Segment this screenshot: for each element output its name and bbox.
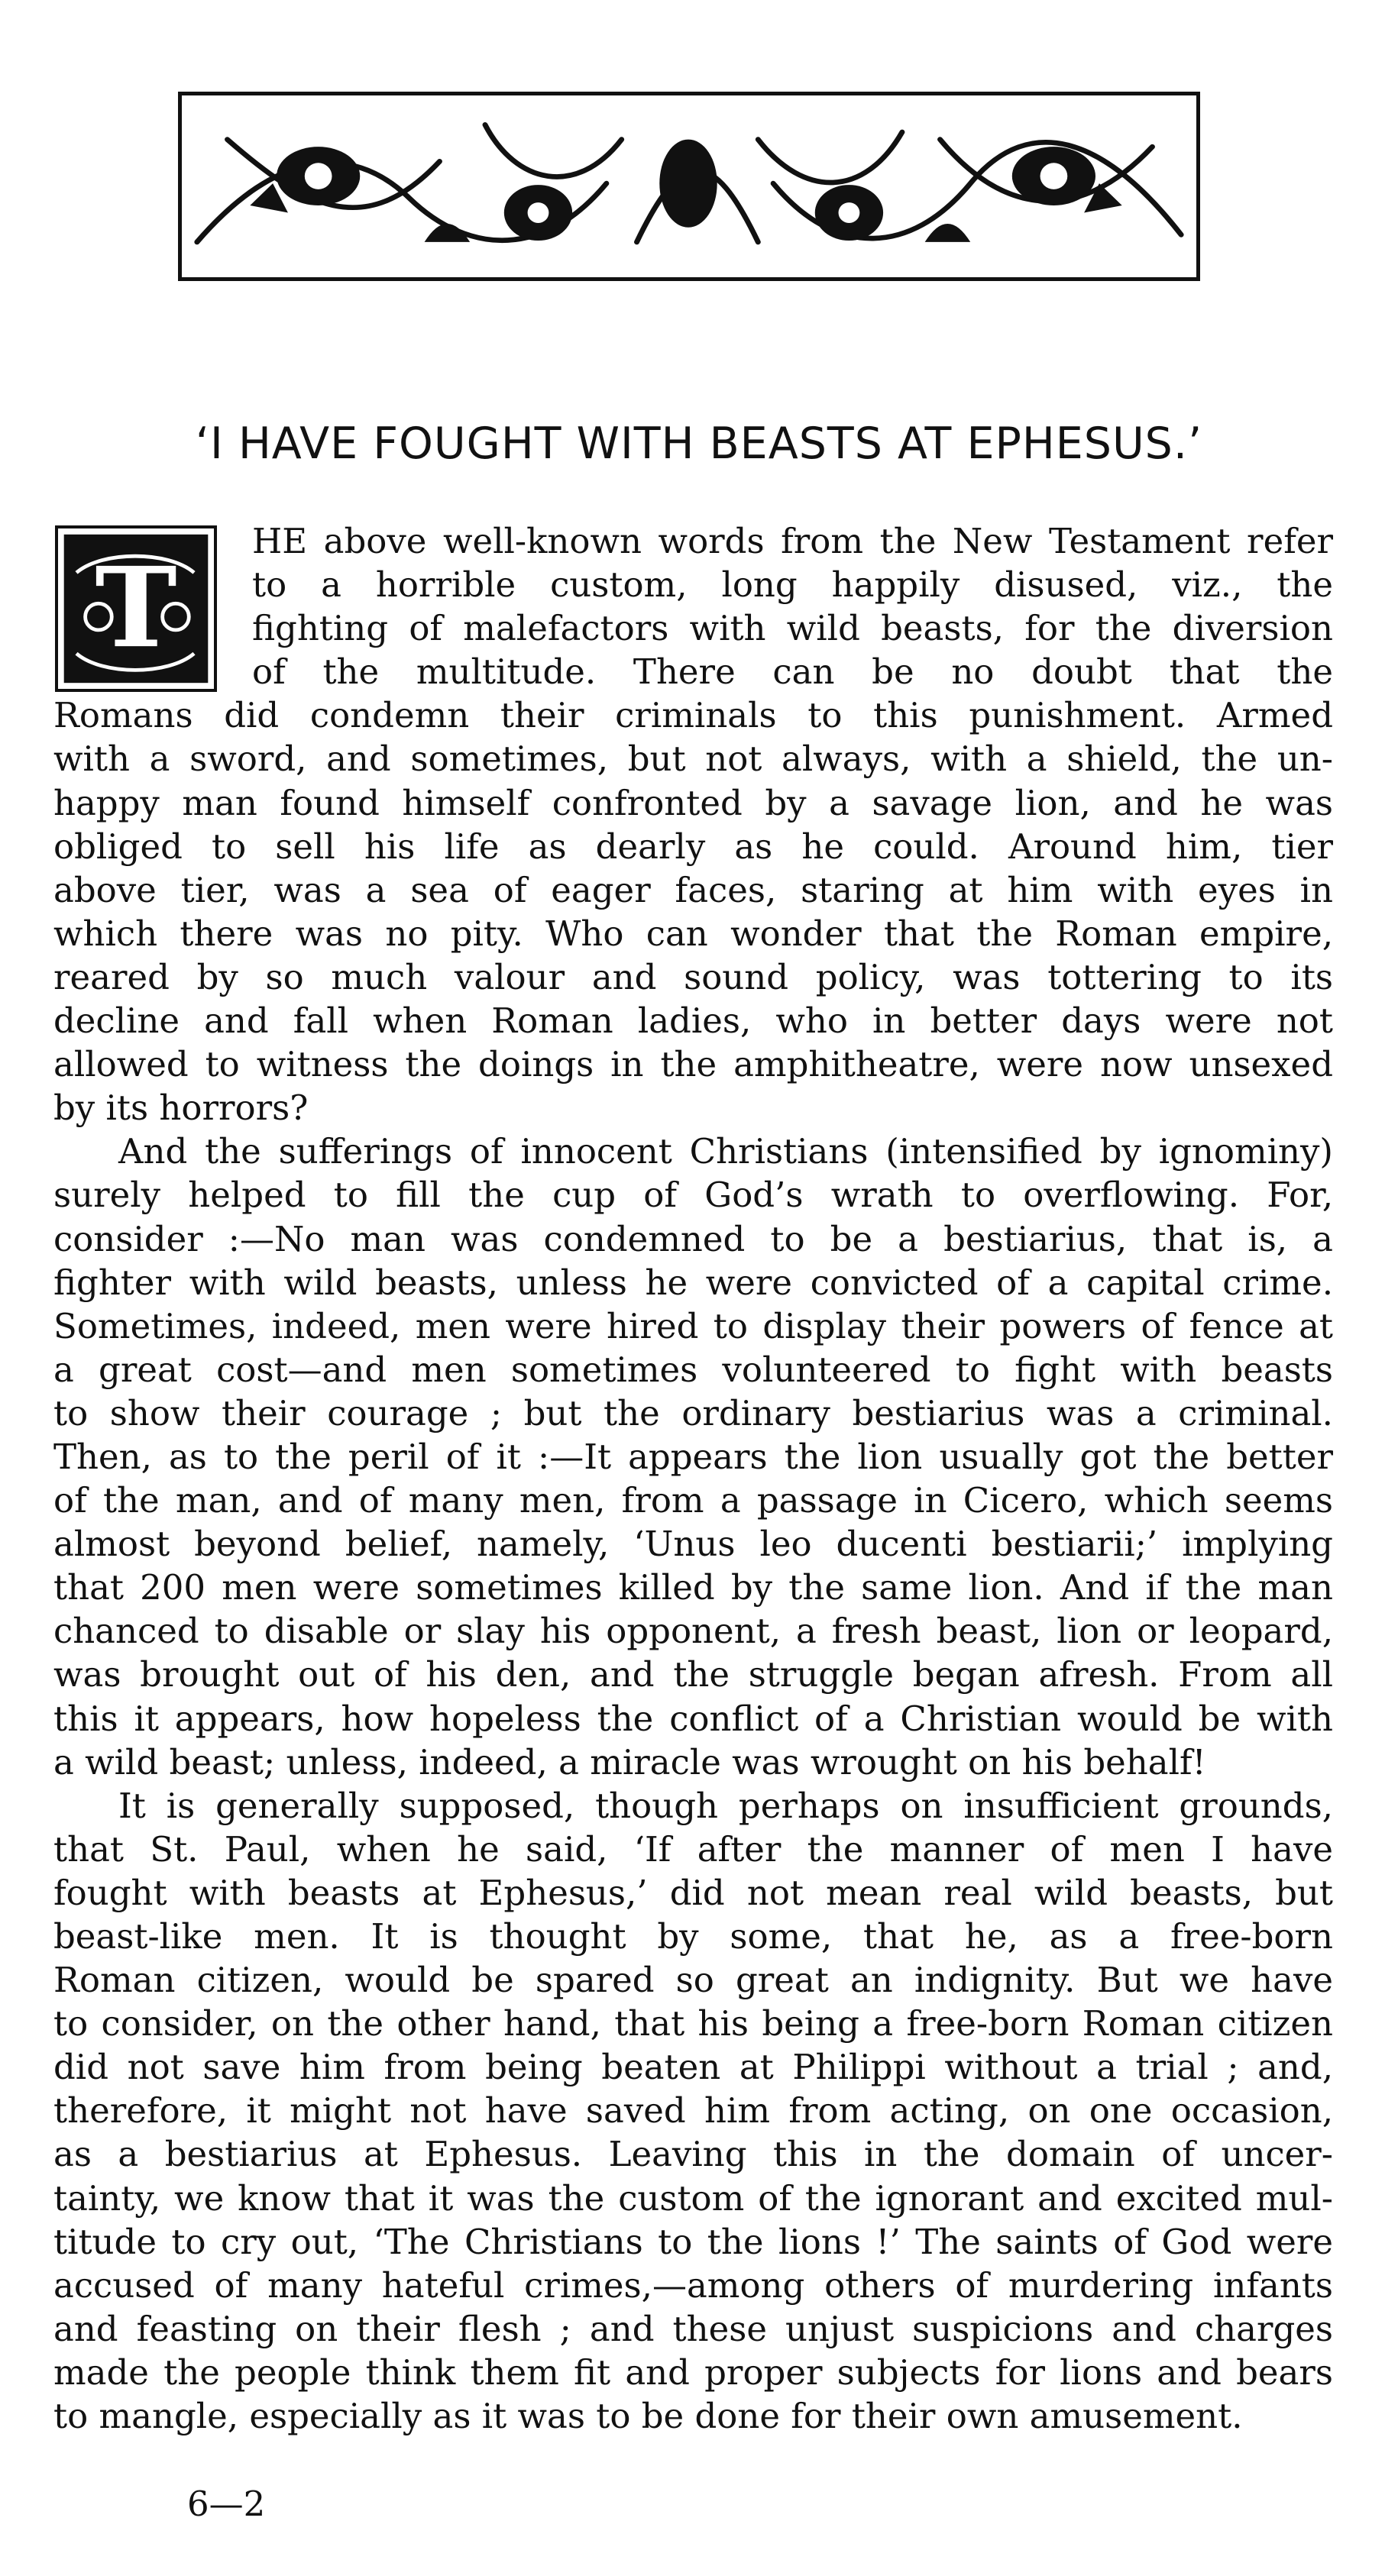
text-line: a great cost—and men sometimes volunteered to fight with beasts: [53, 1349, 1333, 1390]
text-line: fought with beasts at Ephesus,’ did not mean real wild beasts, but: [53, 1872, 1333, 1913]
text-line: Sometimes, indeed, men were hired to display their powers of fence at: [53, 1305, 1333, 1346]
text-line: fighting of malefactors with wild beasts, for the diversion: [252, 608, 1333, 649]
article-body: [53, 519, 1333, 2438]
text-line: obliged to sell his life as dearly as he could. Around him, tier: [53, 826, 1333, 867]
paragraph-3: [53, 1784, 1333, 2438]
text-line: to consider, on the other hand, that his being a free-born Roman citizen: [53, 2003, 1333, 2044]
text-line: therefore, it might not have saved him from acting, on one occasion,: [53, 2090, 1333, 2132]
text-line: to a horrible custom, long happily disused, viz., the: [252, 564, 1333, 606]
text-line: happy man found himself confronted by a savage lion, and he was: [53, 782, 1333, 823]
text-line: made the people think them fit and proper subjects for lions and bears: [53, 2351, 1333, 2393]
text-line: Then, as to the peril of it :—It appears the lion usually got the better: [53, 1436, 1333, 1477]
text-line: allowed to witness the doings in the amphitheatre, were now unsexed: [53, 1044, 1333, 1085]
text-line: above tier, was a sea of eager faces, staring at him with eyes in: [53, 869, 1333, 910]
text-line: chanced to disable or slay his opponent, a fresh beast, lion or leopard,: [53, 1611, 1333, 1652]
text-line: And the sufferings of innocent Christians (intensified by ignominy): [118, 1131, 1333, 1172]
text-line: by its horrors?: [53, 1088, 309, 1129]
text-line: which there was no pity. Who can wonder that the Roman empire,: [53, 913, 1333, 954]
text-line: this it appears, how hopeless the conflict of a Christian would be with: [53, 1698, 1333, 1739]
text-line: Roman citizen, would be spared so great an indignity. But we have: [53, 1960, 1333, 2001]
text-line: Romans did condemn their criminals to this punishment. Armed: [53, 695, 1333, 736]
text-line: tainty, we know that it was the custom of the ignorant and excited mul-: [53, 2177, 1333, 2219]
page-title: ‘I HAVE FOUGHT WITH BEASTS AT EPHESUS.’: [195, 419, 1203, 469]
paragraph-1: [53, 519, 1333, 1130]
text-line: surely helped to fill the cup of God’s wrath to overflowing. For,: [53, 1175, 1333, 1216]
text-line: It is generally supposed, though perhaps on insufficient grounds,: [118, 1785, 1333, 1826]
text-line: decline and fall when Roman ladies, who in better days were not: [53, 1000, 1333, 1042]
text-line: a wild beast; unless, indeed, a miracle was wrought on his behalf!: [53, 1741, 1206, 1783]
text-line: with a sword, and sometimes, but not always, with a shield, the un-: [53, 739, 1333, 780]
text-line: of the multitude. There can be no doubt that the: [252, 651, 1333, 693]
paragraph-2: [53, 1130, 1333, 1783]
text-line: to mangle, especially as it was to be done for their own amusement.: [53, 2396, 1243, 2437]
ornamental-foliage-icon: [182, 95, 1196, 277]
text-line: consider :—No man was condemned to be a bestiarius, that is, a: [53, 1218, 1333, 1259]
text-line: reared by so much valour and sound policy, was tottering to its: [53, 956, 1333, 997]
svg-text:T: T: [95, 543, 177, 674]
text-line: beast-like men. It is thought by some, that he, as a free-born: [53, 1916, 1333, 1957]
text-line: to show their courage ; but the ordinary bestiarius was a criminal.: [53, 1392, 1333, 1433]
text-line: HE above well-known words from the New Testament refer: [252, 521, 1333, 561]
text-line: as a bestiarius at Ephesus. Leaving this in the domain of uncer-: [53, 2134, 1333, 2175]
text-line: accused of many hateful crimes,—among others of murdering infants: [53, 2264, 1333, 2306]
ornamental-headpiece: [178, 92, 1200, 281]
text-line: titude to cry out, ‘The Christians to the lions !’ The saints of God were: [53, 2221, 1333, 2262]
text-line: that St. Paul, when he said, ‘If after the manner of men I have: [53, 1828, 1333, 1870]
text-line: was brought out of his den, and the struggle began afresh. From all: [53, 1654, 1333, 1695]
text-line: almost beyond belief, namely, ‘Unus leo ducenti bestiarii;’ implying: [53, 1524, 1333, 1565]
text-line: of the man, and of many men, from a passage in Cicero, which seems: [53, 1480, 1333, 1521]
text-line: and feasting on their flesh ; and these unjust suspicions and charges: [53, 2308, 1333, 2349]
signature-mark: 6—2: [187, 2484, 266, 2524]
text-line: did not save him from being beaten at Philippi without a trial ; and,: [53, 2047, 1333, 2088]
text-line: that 200 men were sometimes killed by the same lion. And if the man: [53, 1567, 1333, 1608]
text-line: fighter with wild beasts, unless he were convicted of a capital crime.: [53, 1262, 1333, 1303]
